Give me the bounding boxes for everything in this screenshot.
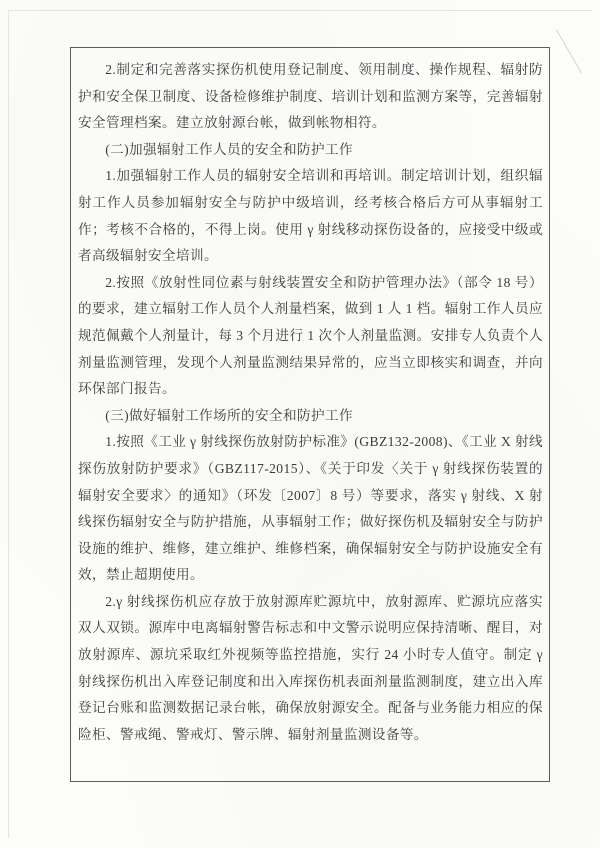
paper-edge-top [8,10,592,11]
paper-edge-left [8,10,9,838]
section-heading-3: (三)做好辐射工作场所的安全和防护工作 [105,407,353,423]
scan-scratch-artifact [556,30,582,74]
paragraph-source-storage: 2.γ 射线探伤机应存放于放射源库贮源坑中，放射源库、贮源坑应落实双人双锁。源库中电离辐射警告标志和中文警示说明应保持清晰、醒目，对放射源库、源坑采取红外视频等监控措施，实行 24 小时专人值守。制定 γ 射线探伤机出入库登记制度和出入库探伤机表面剂量监测制度，建立出入库登记台账和监测数据记录台帐，确保放射源安全。配备与业务能力相应的保险柜、警戒绳、警戒灯、警示牌、辐射剂量监测设备等。 [78,593,543,742]
document-text-cell [70,47,550,782]
paragraph-dose-monitoring: 2.按照《放射性同位素与射线装置安全和防护管理办法》（部令 18 号）的要求，建立辐射工作人员个人剂量档案，做到 1 人 1 档。辐射工作人员应规范佩戴个人剂量计，每 3 个月进行 1 次个人剂量监测。安排专人负责个人剂量监测管理，发现个人剂量监测结果异常的，应当立即核实和调查，并向环保部门报告。 [78,274,543,397]
paragraph-training: 1.加强辐射工作人员的辐射安全培训和再培训。制定培训计划，组织辐射工作人员参加辐射安全与防护中级培训，经考核合格后方可从事辐射工作；考核不合格的，不得上岗。使用 γ 射线移动探伤设备的，应接受中级或者高级辐射安全培训。 [78,168,543,264]
paragraph-standards: 1.按照《工业 γ 射线探伤放射防护标准》(GBZ132-2008)、《工业 X 射线探伤放射防护要求》（GBZ117-2015）、《关于印发〈关于 γ 射线探伤装置的辐射安全要求〉的通知》（环发〔2007〕8 号）等要求，落实 γ 射线、X 射线探伤辐射安全与防护措施，从事辐射工作；做好探伤机及辐射安全与防护设施的维护、维修，建立维护、维修档案，确保辐射安全与防护设施安全有效，禁止超期使用。 [78,434,543,583]
paragraph-registration-systems: 2.制定和完善落实探伤机使用登记制度、领用制度、操作规程、辐射防护和安全保卫制度、设备检修维护制度、培训计划和监测方案等，完善辐射安全管理档案。建立放射源台帐，做到帐物相符。 [78,62,543,131]
section-heading-2: (二)加强辐射工作人员的安全和防护工作 [105,141,353,157]
